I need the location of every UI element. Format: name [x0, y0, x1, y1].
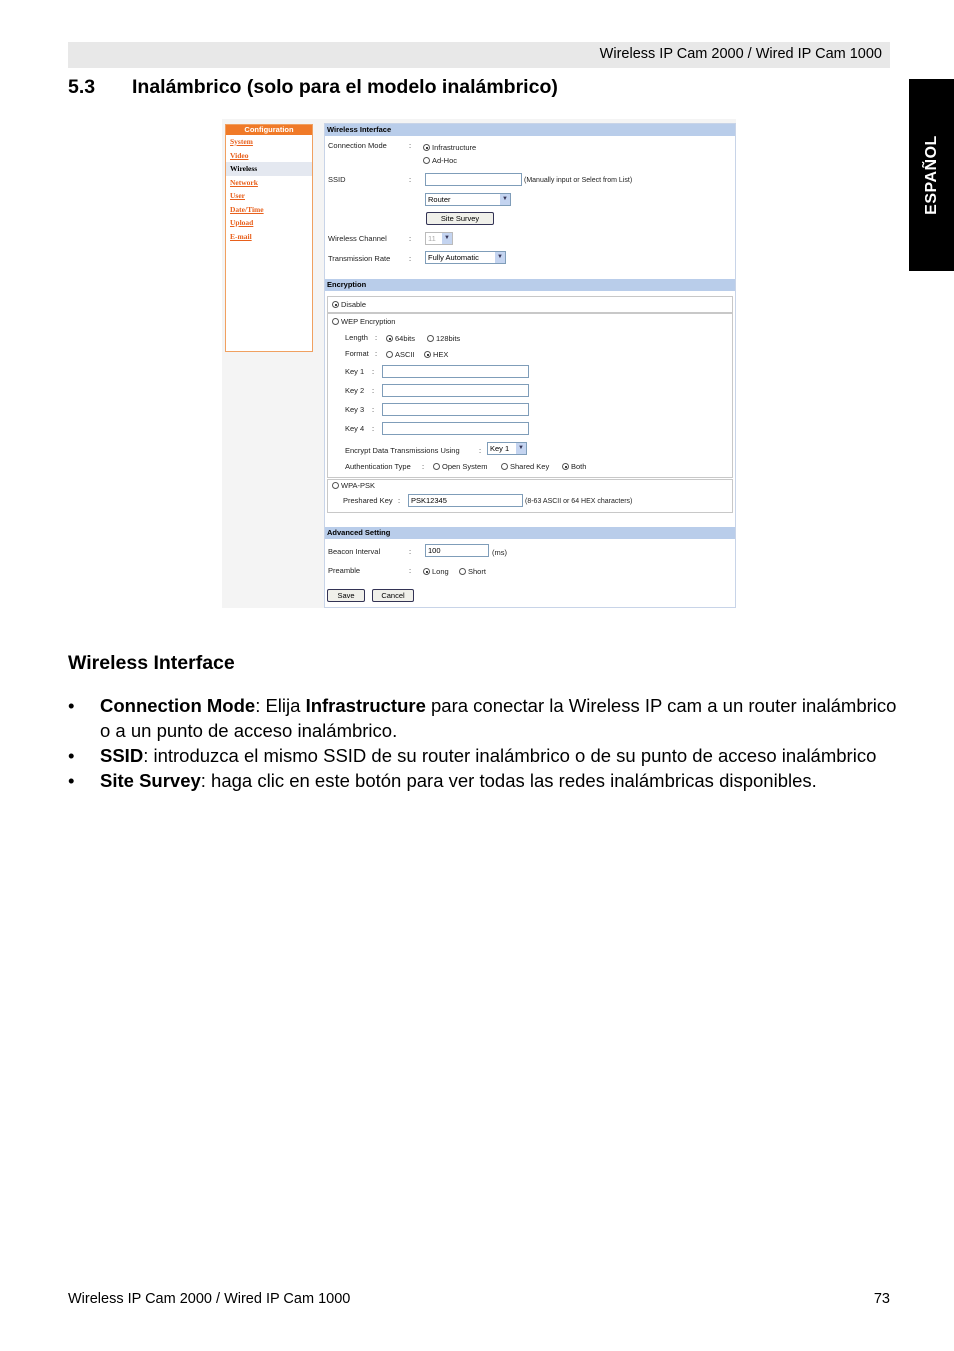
menu-item-wireless[interactable]: Wireless [226, 162, 312, 176]
auth-both-radio[interactable]: Both [562, 462, 586, 471]
language-tab [909, 79, 954, 271]
chevron-down-icon: ▼ [442, 233, 452, 244]
key3-input[interactable] [382, 403, 529, 416]
bullet-icon: • [68, 770, 75, 791]
encrypt-key-select[interactable]: Key 1 ▼ [487, 442, 527, 455]
preamble-label: Preamble [328, 566, 361, 575]
radio-icon [459, 568, 466, 575]
chevron-down-icon: ▼ [516, 443, 526, 454]
beacon-unit: (ms) [492, 548, 507, 557]
encryption-wep-radio[interactable]: WEP Encryption [332, 317, 395, 326]
page-header [68, 42, 890, 68]
section-heading [68, 76, 558, 99]
colon: : [479, 446, 482, 455]
colon: : [422, 462, 425, 471]
colon: : [409, 547, 412, 556]
radio-icon [423, 144, 430, 151]
save-button[interactable]: Save [327, 589, 365, 602]
key3-label: Key 3 [345, 405, 365, 414]
menu-item-email[interactable]: E-mail [230, 231, 252, 241]
transmission-rate-label: Transmission Rate [328, 254, 391, 263]
psk-label: Preshared Key [343, 496, 393, 505]
advanced-setting-bar: Advanced Setting [325, 527, 735, 539]
key4-input[interactable] [382, 422, 529, 435]
radio-icon [423, 568, 430, 575]
connection-mode-label: Connection Mode [328, 141, 387, 150]
colon: : [375, 349, 378, 358]
menu-item-system[interactable]: System [230, 137, 253, 146]
bullet-icon: • [68, 695, 75, 716]
radio-icon [332, 318, 339, 325]
colon: : [409, 141, 412, 150]
colon: : [372, 405, 375, 414]
radio-icon [424, 351, 431, 358]
site-survey-button[interactable]: Site Survey [426, 212, 494, 225]
wireless-interface-bar: Wireless Interface [325, 124, 735, 136]
format-ascii-radio[interactable]: ASCII [386, 350, 415, 359]
ssid-label: SSID [328, 175, 346, 184]
colon: : [409, 254, 412, 263]
auth-shared-radio[interactable]: Shared Key [501, 462, 549, 471]
colon: : [398, 496, 401, 505]
beacon-interval-label: Beacon Interval [328, 547, 381, 556]
footer-title: Wireless IP Cam 2000 / Wired IP Cam 1000 [68, 1291, 351, 1307]
key1-input[interactable] [382, 365, 529, 378]
disable-group [327, 296, 733, 313]
colon: : [372, 386, 375, 395]
beacon-interval-input[interactable]: 100 [425, 544, 489, 557]
radio-icon [332, 482, 339, 489]
mode-adhoc-radio[interactable]: Ad-Hoc [423, 156, 457, 165]
chevron-down-icon: ▼ [500, 194, 510, 205]
list-item: • SSID: introduzca el mismo SSID de su router inalámbrico o de su punto de acceso inalámbrico [68, 745, 877, 766]
length-label: Length [345, 333, 368, 342]
config-screenshot [222, 119, 736, 608]
format-label: Format [345, 349, 369, 358]
colon: : [375, 333, 378, 342]
radio-icon [386, 335, 393, 342]
list-item: • Connection Mode: Elija Infrastructure para conectar la Wireless IP cam a un router inalámbrico o a un punto de acceso inalámbrico. [68, 695, 897, 741]
chevron-down-icon: ▼ [495, 252, 505, 263]
key1-label: Key 1 [345, 367, 365, 376]
header-title: Wireless IP Cam 2000 / Wired IP Cam 1000 [599, 46, 882, 62]
encrypt-using-label: Encrypt Data Transmissions Using [345, 446, 460, 455]
psk-input[interactable]: PSK12345 [408, 494, 523, 507]
encryption-bar: Encryption [325, 279, 735, 291]
cancel-button[interactable]: Cancel [372, 589, 414, 602]
bullet-list [68, 693, 898, 793]
radio-icon [423, 157, 430, 164]
key2-label: Key 2 [345, 386, 365, 395]
ssid-input[interactable] [425, 173, 522, 186]
transmission-rate-select[interactable]: Fully Automatic ▼ [425, 251, 506, 264]
colon: : [409, 175, 412, 184]
auth-type-label: Authentication Type [345, 462, 411, 471]
ssid-hint: (Manually input or Select from List) [524, 177, 633, 184]
menu-item-datetime[interactable]: Date/Time [230, 204, 264, 214]
format-hex-radio[interactable]: HEX [424, 350, 448, 359]
config-menu [225, 124, 313, 352]
radio-icon [501, 463, 508, 470]
psk-hint: (8-63 ASCII or 64 HEX characters) [525, 498, 633, 505]
wireless-interface-heading: Wireless Interface [68, 652, 235, 674]
radio-icon [332, 301, 339, 308]
wireless-channel-select[interactable]: 11 ▼ [425, 232, 453, 245]
bullet-icon: • [68, 745, 75, 766]
colon: : [409, 234, 412, 243]
list-item: • Site Survey: haga clic en este botón para ver todas las redes inalámbricas disponibles. [68, 770, 817, 791]
length-64-radio[interactable]: 64bits [386, 334, 415, 343]
section-title: Inalámbrico (solo para el modelo inalámbrico) [132, 76, 558, 98]
length-128-radio[interactable]: 128bits [427, 334, 460, 343]
colon: : [372, 367, 375, 376]
colon: : [409, 566, 412, 575]
menu-item-user[interactable]: User [230, 191, 245, 200]
preamble-long-radio[interactable]: Long [423, 567, 449, 576]
menu-item-video[interactable]: Video [230, 150, 249, 160]
encryption-disable-radio[interactable]: Disable [332, 300, 366, 309]
encryption-wpa-radio[interactable]: WPA-PSK [332, 481, 375, 490]
radio-icon [562, 463, 569, 470]
ssid-list-select[interactable]: Router ▼ [425, 193, 511, 206]
auth-open-radio[interactable]: Open System [433, 462, 487, 471]
language-tab-label: ESPAÑOL [922, 135, 940, 215]
section-number: 5.3 [68, 76, 96, 98]
menu-title: Configuration [226, 125, 312, 135]
menu-item-network[interactable]: Network [230, 177, 258, 187]
settings-panel [324, 123, 736, 608]
radio-icon [386, 351, 393, 358]
radio-icon [433, 463, 440, 470]
wireless-channel-label: Wireless Channel [328, 234, 387, 243]
key4-label: Key 4 [345, 424, 365, 433]
mode-infrastructure-radio[interactable]: Infrastructure [423, 143, 476, 152]
radio-icon [427, 335, 434, 342]
page-number: 73 [873, 1291, 890, 1307]
colon: : [372, 424, 375, 433]
menu-item-upload[interactable]: Upload [230, 218, 254, 227]
preamble-short-radio[interactable]: Short [459, 567, 486, 576]
key2-input[interactable] [382, 384, 529, 397]
